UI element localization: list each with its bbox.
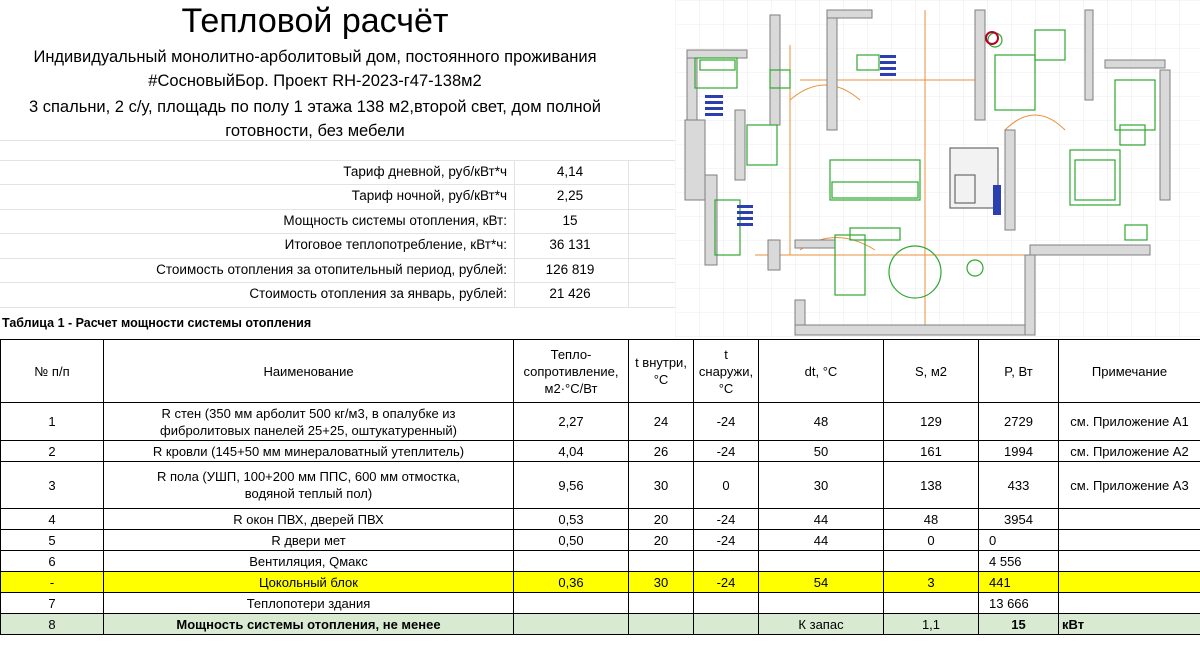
cell-note[interactable]: см. Приложение А2 xyxy=(1059,441,1200,462)
cell-note[interactable]: кВт xyxy=(1059,614,1200,635)
param-label: Тариф ночной, руб/кВт*ч xyxy=(351,188,507,203)
table-row xyxy=(1,593,1200,614)
col-num-header: № п/п xyxy=(1,340,104,403)
cell-tout[interactable]: 0 xyxy=(694,462,759,509)
param-row xyxy=(0,282,675,307)
cell-num[interactable]: 3 xyxy=(1,462,104,509)
col-tout-header xyxy=(694,340,759,403)
cell-num[interactable]: - xyxy=(1,572,104,593)
cell-s[interactable]: 48 xyxy=(884,509,979,530)
cell-num[interactable]: 2 xyxy=(1,441,104,462)
project-description xyxy=(0,95,630,143)
header-line: t внутри, xyxy=(635,355,687,370)
cell-s[interactable] xyxy=(884,551,979,572)
cell-dt[interactable]: 50 xyxy=(759,441,884,462)
cell-num[interactable]: 7 xyxy=(1,593,104,614)
name-line: R стен (350 мм арболит 500 кг/м3, в опалубке из xyxy=(161,405,456,421)
cell-dt[interactable]: 48 xyxy=(759,403,884,441)
cell-note[interactable] xyxy=(1059,593,1200,614)
cell-dt[interactable]: 30 xyxy=(759,462,884,509)
name-line: фибролитовых панелей 25+25, оштукатуренный) xyxy=(160,422,457,438)
cell-tout[interactable]: -24 xyxy=(694,572,759,593)
cell-s[interactable]: 138 xyxy=(884,462,979,509)
cell-dt[interactable]: 44 xyxy=(759,530,884,551)
project-subtitle xyxy=(0,45,630,93)
cell-s[interactable]: 161 xyxy=(884,441,979,462)
cell-tout[interactable]: -24 xyxy=(694,530,759,551)
cell-tin[interactable]: 30 xyxy=(629,462,694,509)
param-value[interactable]: 2,25 xyxy=(556,188,584,203)
col-note-header: Примечание xyxy=(1059,340,1200,403)
cell-tin[interactable] xyxy=(629,614,694,635)
col-dt-header: dt, °С xyxy=(759,340,884,403)
table-header-row xyxy=(1,340,1200,403)
name-line: водяной теплый пол) xyxy=(244,486,373,501)
param-value[interactable]: 4,14 xyxy=(556,164,584,179)
cell-note[interactable] xyxy=(1059,551,1200,572)
param-value[interactable]: 36 131 xyxy=(549,237,591,252)
page-title: Тепловой расчёт xyxy=(181,2,449,40)
cell-p[interactable]: 433 xyxy=(979,462,1059,509)
subtitle-line-1: Индивидуальный монолитно-арболитовый дом, постоянного проживания xyxy=(33,48,597,66)
param-value[interactable]: 15 xyxy=(562,213,578,228)
cell-tin[interactable] xyxy=(629,593,694,614)
cell-tin[interactable]: 20 xyxy=(629,509,694,530)
plan-sofa xyxy=(950,148,998,208)
cell-tin[interactable]: 20 xyxy=(629,530,694,551)
cell-name[interactable]: R двери мет xyxy=(104,530,514,551)
cell-tout[interactable]: -24 xyxy=(694,509,759,530)
cell-num[interactable]: 1 xyxy=(1,403,104,441)
cell-name[interactable]: R окон ПВХ, дверей ПВХ xyxy=(104,509,514,530)
col-s-header: S, м2 xyxy=(884,340,979,403)
cell-tout[interactable] xyxy=(694,593,759,614)
col-r-header xyxy=(514,340,629,403)
cell-r[interactable]: 4,04 xyxy=(514,441,629,462)
table-row xyxy=(1,441,1200,462)
cell-r[interactable]: 0,53 xyxy=(514,509,629,530)
cell-tout[interactable]: -24 xyxy=(694,403,759,441)
cell-tin[interactable]: 24 xyxy=(629,403,694,441)
cell-r[interactable]: 9,56 xyxy=(514,462,629,509)
col-name-header: Наименование xyxy=(104,340,514,403)
cell-dt[interactable]: К запас xyxy=(759,614,884,635)
subtitle-line-4: готовности, без мебели xyxy=(225,122,405,140)
cell-p[interactable]: 1994 xyxy=(979,441,1059,462)
header-line: сопротивление, xyxy=(523,363,619,379)
cell-r[interactable] xyxy=(514,551,629,572)
param-label: Стоимость отопления за отопительный период, рублей: xyxy=(156,262,507,277)
cell-tout[interactable]: -24 xyxy=(694,441,759,462)
table-row xyxy=(1,509,1200,530)
table-row xyxy=(1,403,1200,441)
header-line: t xyxy=(724,346,728,362)
header-line: Тепло- xyxy=(550,346,592,362)
cell-s[interactable]: 1,1 xyxy=(884,614,979,635)
cell-p[interactable]: 2729 xyxy=(979,403,1059,441)
header-line: м2·°С/Вт xyxy=(544,380,598,396)
cell-p[interactable]: 4 556 xyxy=(979,551,1059,572)
cell-r[interactable] xyxy=(514,614,629,635)
cell-note[interactable] xyxy=(1059,530,1200,551)
floor-plan-image xyxy=(675,0,1200,340)
header-line: °С xyxy=(653,372,669,387)
param-value[interactable]: 21 426 xyxy=(549,286,591,301)
subtitle-line-3: 3 спальни, 2 с/у, площадь по полу 1 этажа 138 м2,второй свет, дом полной xyxy=(28,98,602,116)
param-value[interactable]: 126 819 xyxy=(545,262,595,277)
header-line: снаружи, xyxy=(698,363,754,379)
cell-num[interactable]: 6 xyxy=(1,551,104,572)
cell-r[interactable]: 0,50 xyxy=(514,530,629,551)
cell-num[interactable]: 4 xyxy=(1,509,104,530)
cell-p[interactable]: 441 xyxy=(979,572,1059,593)
cell-tin[interactable] xyxy=(629,551,694,572)
cell-dt[interactable]: 44 xyxy=(759,509,884,530)
col-p-header: P, Вт xyxy=(979,340,1059,403)
param-label: Мощность системы отопления, кВт: xyxy=(283,213,507,228)
cell-dt[interactable] xyxy=(759,551,884,572)
param-row xyxy=(0,209,675,234)
table-row-total xyxy=(1,614,1200,635)
cell-p[interactable]: 15 xyxy=(979,614,1059,635)
table-row xyxy=(1,551,1200,572)
cell-name[interactable] xyxy=(104,462,514,509)
cell-note[interactable]: см. Приложение А3 xyxy=(1059,462,1200,509)
cell-name[interactable] xyxy=(104,403,514,441)
cell-dt[interactable] xyxy=(759,593,884,614)
name-line: R пола (УШП, 100+200 мм ППС, 600 мм отмостка, xyxy=(157,469,460,484)
param-row xyxy=(0,233,675,258)
cell-s[interactable] xyxy=(884,593,979,614)
cell-name[interactable]: Мощность системы отопления, не менее xyxy=(104,614,514,635)
cell-p[interactable]: 3954 xyxy=(979,509,1059,530)
param-label: Стоимость отопления за январь, рублей: xyxy=(249,286,507,301)
cell-name[interactable]: Вентиляция, Qмакс xyxy=(104,551,514,572)
cell-s[interactable]: 129 xyxy=(884,403,979,441)
cell-tout[interactable] xyxy=(694,551,759,572)
cell-note[interactable]: см. Приложение А1 xyxy=(1059,403,1200,441)
table-row xyxy=(1,530,1200,551)
cell-r[interactable]: 2,27 xyxy=(514,403,629,441)
cell-name[interactable]: R кровли (145+50 мм минераловатный утеплитель) xyxy=(104,441,514,462)
cell-note[interactable] xyxy=(1059,509,1200,530)
cell-tin[interactable]: 30 xyxy=(629,572,694,593)
heat-loss-table xyxy=(0,339,1200,635)
cell-dt[interactable]: 54 xyxy=(759,572,884,593)
cell-s[interactable]: 3 xyxy=(884,572,979,593)
cell-tout[interactable] xyxy=(694,614,759,635)
cell-num[interactable]: 5 xyxy=(1,530,104,551)
subtitle-line-2: #СосновыйБор. Проект RH-2023-г47-138м2 xyxy=(148,72,482,90)
cell-num[interactable]: 8 xyxy=(1,614,104,635)
param-row xyxy=(0,184,675,209)
param-row xyxy=(0,160,675,185)
cell-note[interactable] xyxy=(1059,572,1200,593)
table-row xyxy=(1,462,1200,509)
col-tin-header xyxy=(629,340,694,403)
table-row-highlighted xyxy=(1,572,1200,593)
cell-name[interactable]: Цокольный блок xyxy=(104,572,514,593)
cell-p[interactable]: 0 xyxy=(979,530,1059,551)
header-line: °С xyxy=(718,380,734,396)
table-caption: Таблица 1 - Расчет мощности системы отопления xyxy=(2,316,312,330)
param-label: Тариф дневной, руб/кВт*ч xyxy=(343,164,507,179)
cell-r[interactable] xyxy=(514,593,629,614)
cell-name[interactable]: Теплопотери здания xyxy=(104,593,514,614)
param-label: Итоговое теплопотребление, кВт*ч: xyxy=(284,237,507,252)
cell-p[interactable]: 13 666 xyxy=(979,593,1059,614)
cell-s[interactable]: 0 xyxy=(884,530,979,551)
cell-r[interactable]: 0,36 xyxy=(514,572,629,593)
param-row xyxy=(0,258,675,283)
cell-tin[interactable]: 26 xyxy=(629,441,694,462)
